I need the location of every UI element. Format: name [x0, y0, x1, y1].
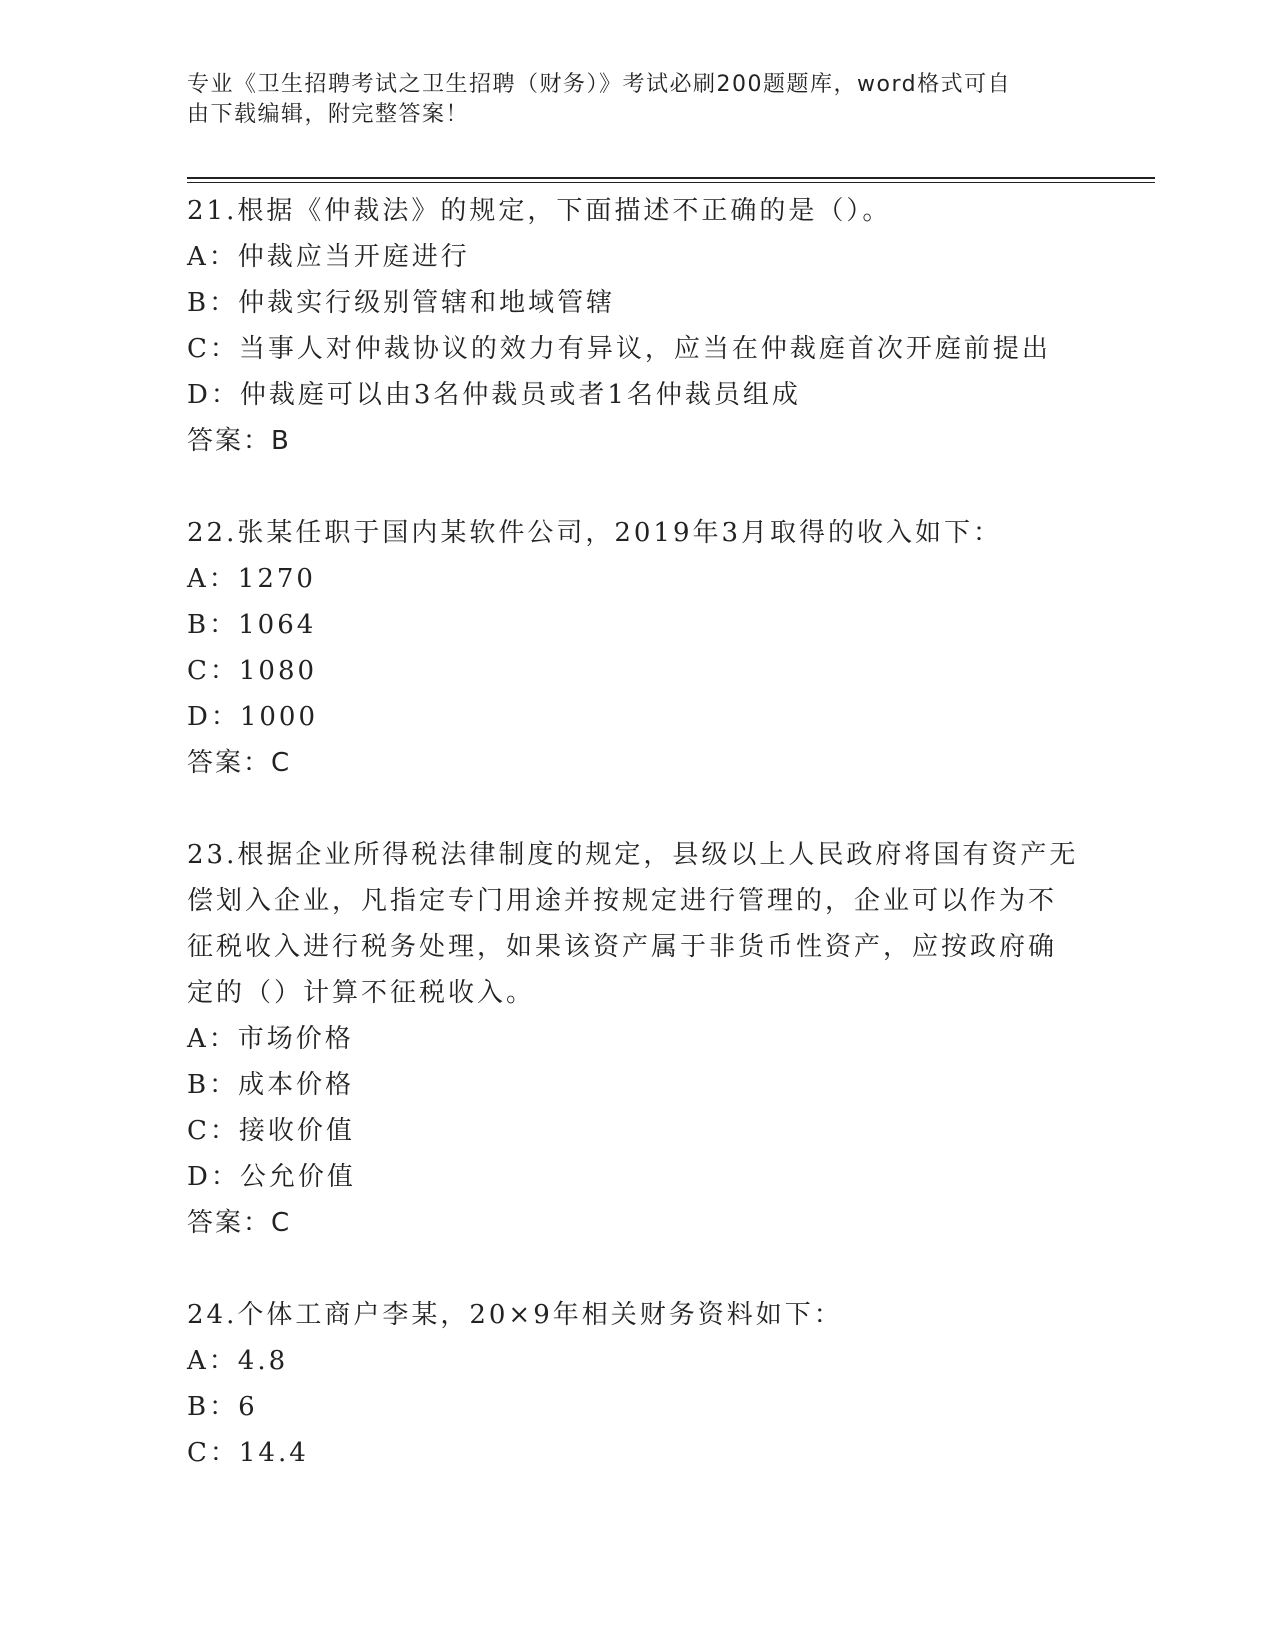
- answer: 答案：C: [187, 748, 292, 778]
- question-24: [187, 1292, 1087, 1476]
- header-line-1: 专业《卫生招聘考试之卫生招聘（财务）》考试必刷200题题库，word格式可自: [187, 72, 1012, 97]
- answer: 答案：C: [187, 1208, 292, 1238]
- option-b: B：成本价格: [187, 1070, 355, 1100]
- header-divider-thick: [187, 177, 1155, 179]
- question-stem: 21.根据《仲裁法》的规定，下面描述不正确的是（）。: [187, 196, 892, 226]
- option-b: B：1064: [187, 610, 317, 640]
- question-stem: 24.个体工商户李某，20×9年相关财务资料如下：: [187, 1300, 843, 1330]
- option-c: C：当事人对仲裁协议的效力有异议，应当在仲裁庭首次开庭前提出: [187, 334, 1051, 364]
- question-stem-line-3: 征税收入进行税务处理，如果该资产属于非货币性资产，应按政府确: [187, 932, 1058, 962]
- question-22: [187, 510, 1087, 786]
- question-list: [187, 188, 1087, 1476]
- question-stem: 22.张某任职于国内某软件公司，2019年3月取得的收入如下：: [187, 518, 1003, 548]
- option-a: A：仲裁应当开庭进行: [187, 242, 470, 272]
- document-header: [187, 70, 1067, 130]
- question-21: [187, 188, 1087, 464]
- option-b: B：仲裁实行级别管辖和地域管辖: [187, 288, 616, 318]
- question-stem-line-4: 定的（）计算不征税收入。: [187, 978, 536, 1008]
- option-d: D：公允价值: [187, 1162, 356, 1192]
- header-divider-thin: [187, 182, 1155, 183]
- answer: 答案：B: [187, 426, 291, 456]
- option-c: C：接收价值: [187, 1116, 355, 1146]
- question-stem-line-2: 偿划入企业，凡指定专门用途并按规定进行管理的，企业可以作为不: [187, 886, 1058, 916]
- option-b: B：6: [187, 1392, 258, 1422]
- option-d: D：仲裁庭可以由3名仲裁员或者1名仲裁员组成: [187, 380, 801, 410]
- option-c: C：1080: [187, 656, 318, 686]
- question-23: [187, 832, 1087, 1246]
- header-line-2: 由下载编辑，附完整答案！: [187, 102, 470, 127]
- option-a: A：1270: [187, 564, 316, 594]
- option-a: A：4.8: [187, 1346, 289, 1376]
- option-c: C：14.4: [187, 1438, 309, 1468]
- option-a: A：市场价格: [187, 1024, 354, 1054]
- option-d: D：1000: [187, 702, 319, 732]
- question-stem-line-1: 23.根据企业所得税法律制度的规定，县级以上人民政府将国有资产无: [187, 840, 1079, 870]
